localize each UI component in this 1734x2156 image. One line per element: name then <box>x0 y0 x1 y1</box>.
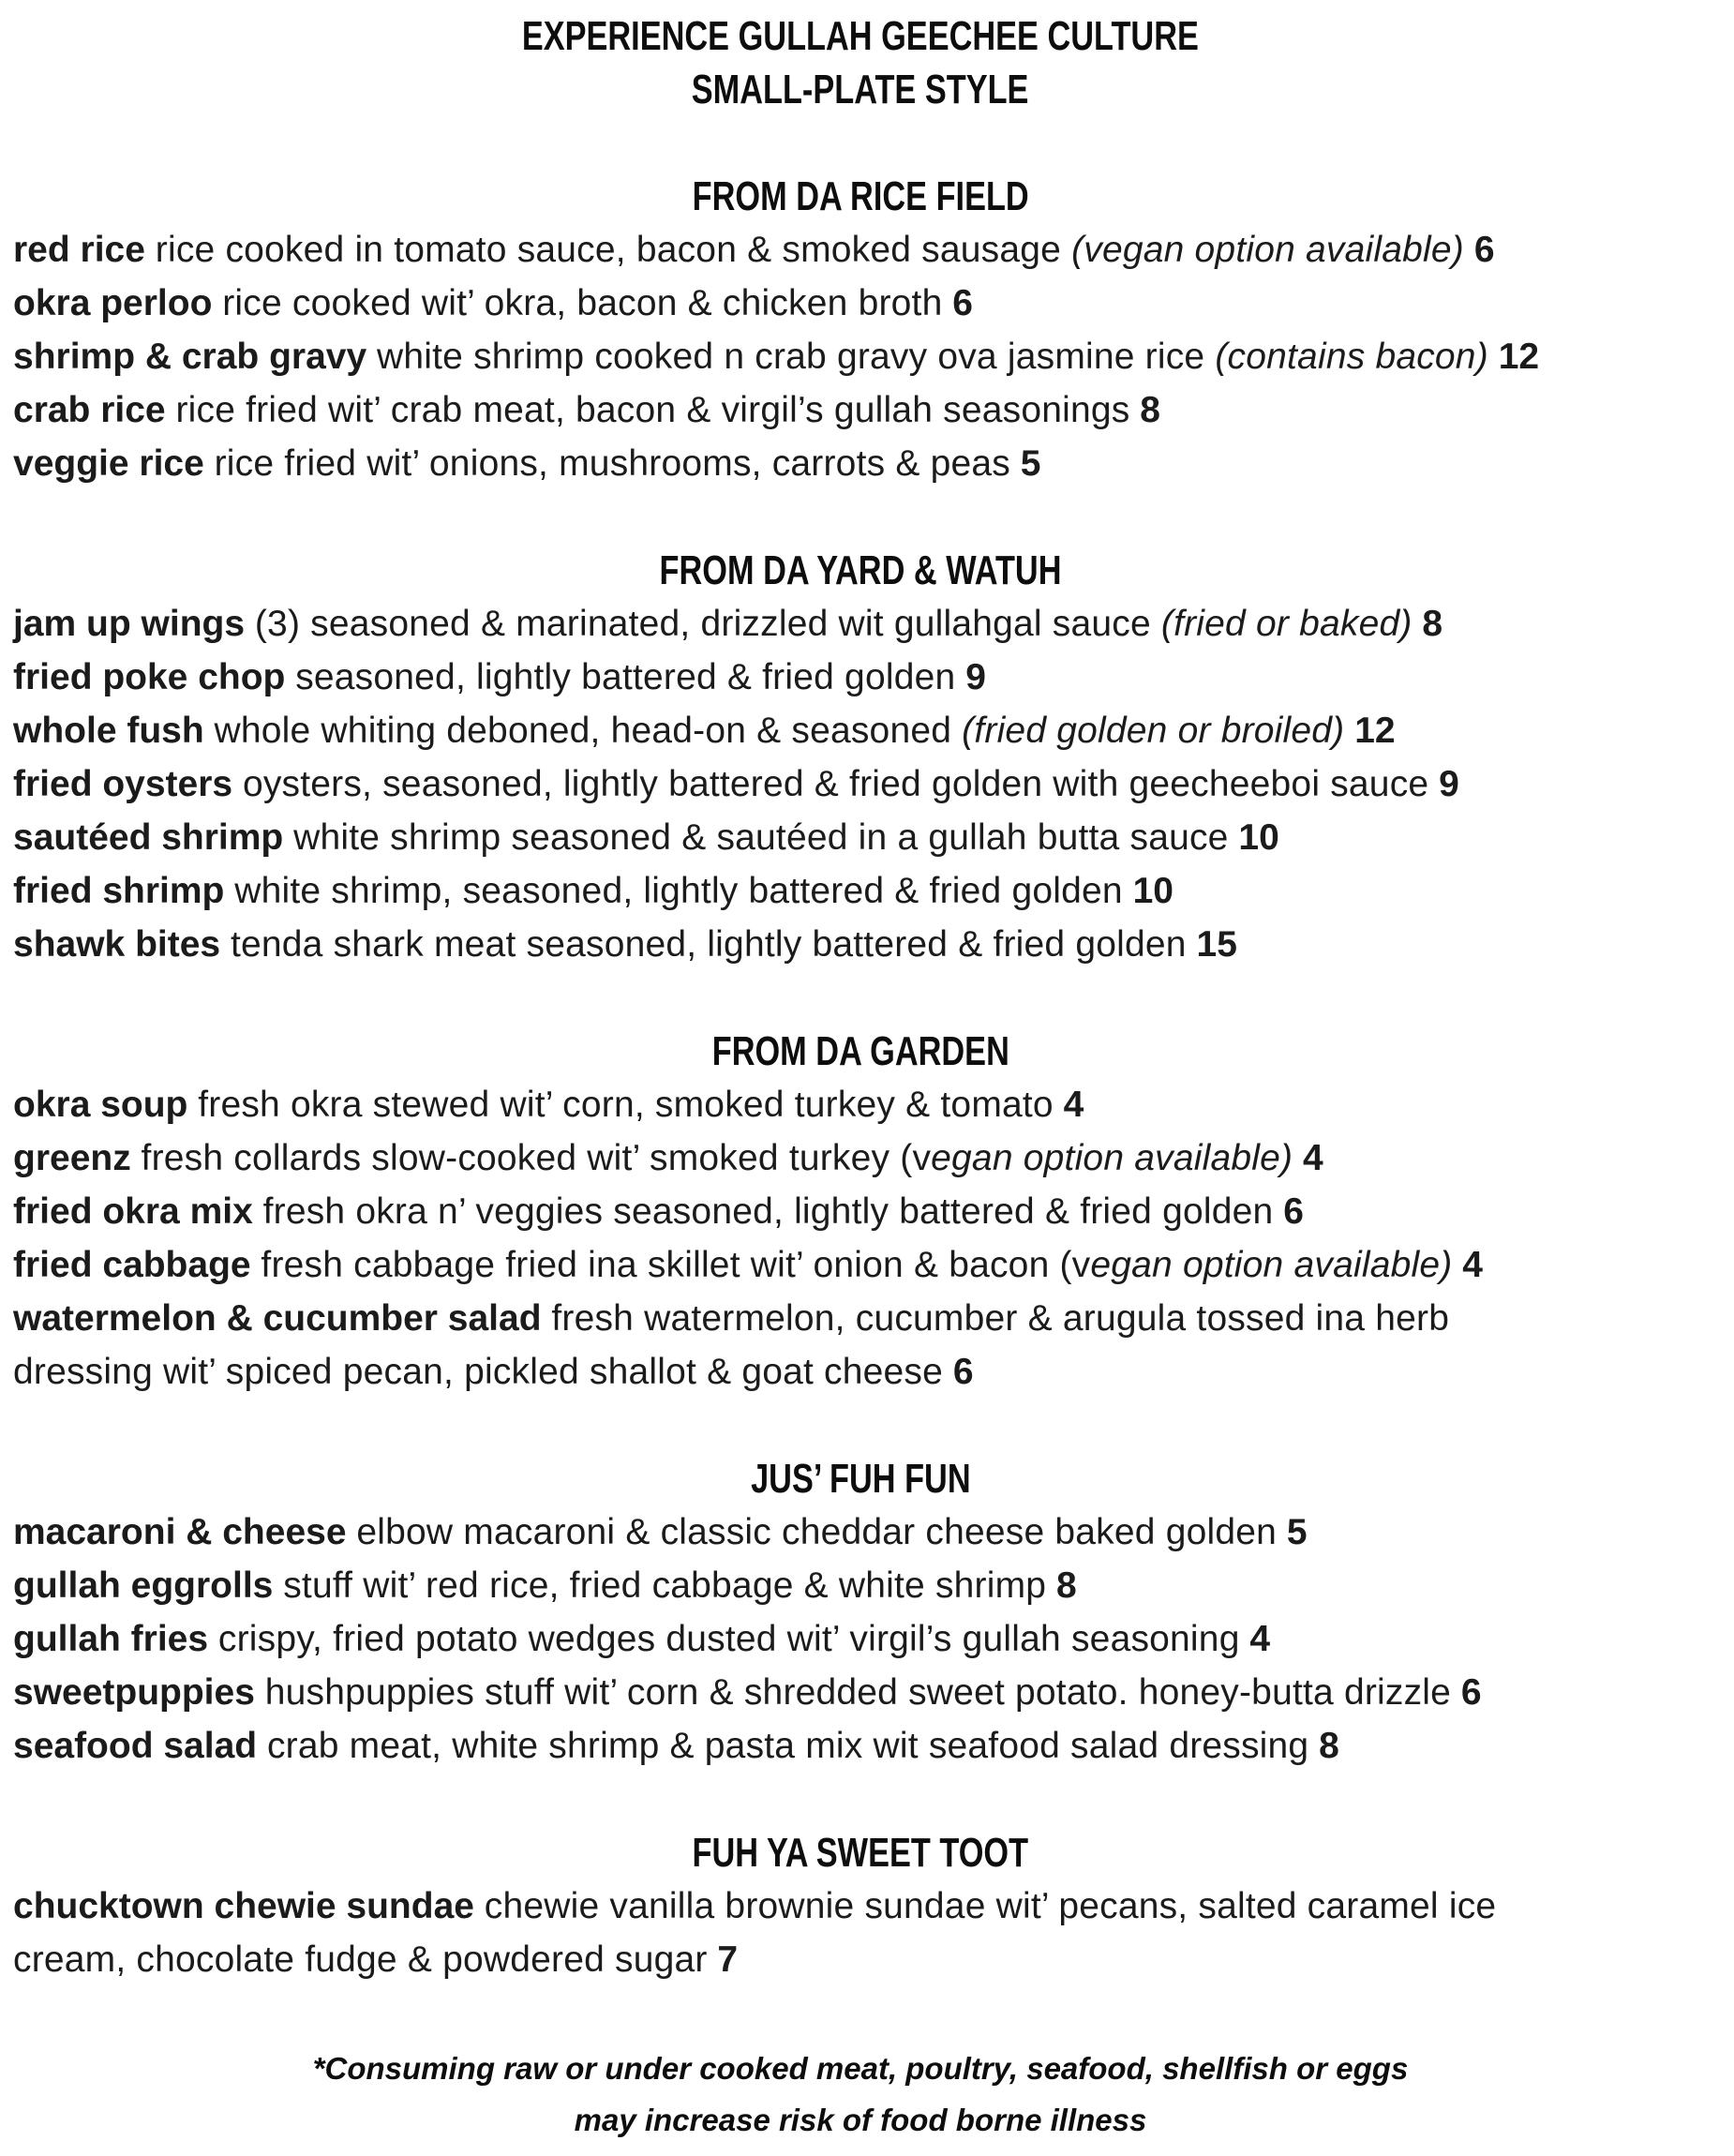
item-description-segment: tenda shark meat seasoned, lightly battered & fried golden <box>230 924 1187 965</box>
disclaimer <box>13 2043 1708 2146</box>
menu-section-jus-fuh-fun <box>13 1452 1708 1773</box>
section-heading-text: FUH YA SWEET TOOT <box>692 1830 1029 1876</box>
item-name: gullah fries <box>13 1619 218 1659</box>
item-price: 4 <box>1452 1245 1483 1285</box>
section-heading-text: FROM DA YARD & WATUH <box>659 547 1062 593</box>
item-name: sautéed shrimp <box>13 817 294 858</box>
menu-item-fried-oysters <box>13 757 1708 811</box>
item-price: 8 <box>1129 390 1160 430</box>
item-name: fried oysters <box>13 764 243 804</box>
item-price: 9 <box>1428 764 1459 804</box>
section-heading <box>13 544 1708 597</box>
item-description-segment: hushpuppies stuff wit’ corn & shredded sweet potato. honey-butta drizzle <box>264 1672 1452 1713</box>
item-price: 8 <box>1046 1565 1077 1606</box>
item-price: 15 <box>1186 924 1237 965</box>
menu-item-crab-rice <box>13 383 1708 437</box>
item-description-segment: whole whiting deboned, head-on & seasoned <box>214 711 963 751</box>
item-price: 4 <box>1293 1138 1323 1178</box>
menu-item-gullah-eggrolls <box>13 1559 1708 1612</box>
item-name: sweetpuppies <box>13 1672 265 1713</box>
item-price: 6 <box>1273 1191 1304 1232</box>
item-name: fried cabbage <box>13 1245 262 1285</box>
section-heading <box>13 1452 1708 1505</box>
menu-item-greenz <box>13 1131 1708 1185</box>
item-description-segment: (fried or baked) <box>1160 604 1413 644</box>
item-description-segment: white shrimp cooked n crab gravy ova jasmine rice <box>376 337 1216 377</box>
section-heading <box>13 1826 1708 1879</box>
item-name: shrimp & crab gravy <box>13 337 377 377</box>
menu-item-seafood-salad <box>13 1719 1708 1773</box>
item-price: 4 <box>1053 1085 1084 1125</box>
menu-section-fuh-ya-sweet-toot <box>13 1826 1708 1986</box>
item-price: 9 <box>955 657 986 697</box>
item-description-segment: (fried golden or broiled) <box>962 711 1345 751</box>
item-description-segment: fresh watermelon, cucumber & arugula tossed ina herb <box>551 1298 1450 1339</box>
menu-item-jam-up-wings <box>13 597 1708 651</box>
item-name: okra perloo <box>13 283 223 323</box>
item-name: watermelon & cucumber salad <box>13 1298 552 1339</box>
item-price: 4 <box>1239 1619 1271 1659</box>
item-description-segment: white shrimp seasoned & sautéed in a gullah butta sauce <box>293 817 1229 858</box>
item-description-segment: white shrimp, seasoned, lightly battered & fried golden <box>234 871 1123 911</box>
menu-item-fried-shrimp <box>13 864 1708 918</box>
item-price: 8 <box>1412 604 1443 644</box>
menu-item-whole-fush <box>13 704 1708 757</box>
item-price: 6 <box>943 1352 974 1392</box>
item-description-segment: seasoned, lightly battered & fried golden <box>295 657 956 697</box>
item-name: seafood salad <box>13 1726 267 1766</box>
menu-item-red-rice <box>13 223 1708 277</box>
section-heading-text: JUS’ FUH FUN <box>750 1456 971 1502</box>
item-price: 6 <box>942 283 973 323</box>
menu-sections <box>13 170 1708 1986</box>
menu-item-macaroni-cheese <box>13 1505 1708 1559</box>
item-description-segment: fresh cabbage fried ina skillet wit’ onion & bacon (v <box>261 1245 1091 1285</box>
section-heading-text: FROM DA RICE FIELD <box>692 173 1029 219</box>
item-price: 8 <box>1308 1726 1339 1766</box>
section-heading-text: FROM DA GARDEN <box>711 1028 1009 1074</box>
item-description-segment: elbow macaroni & classic cheddar cheese baked golden <box>356 1512 1278 1552</box>
item-price: 6 <box>1463 230 1495 270</box>
item-price: 5 <box>1277 1512 1308 1552</box>
item-name: okra soup <box>13 1085 199 1125</box>
item-description-segment: chewie vanilla brownie sundae wit’ pecans, salted caramel ice <box>484 1886 1497 1926</box>
item-description-segment: crispy, fried potato wedges dusted wit’ virgil’s gullah seasoning <box>217 1619 1240 1659</box>
item-price: 7 <box>707 1939 739 1980</box>
menu-title <box>13 9 1708 116</box>
item-price: 5 <box>1009 443 1041 484</box>
item-price: 10 <box>1228 817 1279 858</box>
menu-item-fried-cabbage <box>13 1238 1708 1292</box>
item-description-segment: stuff wit’ red rice, fried cabbage & white shrimp <box>283 1565 1047 1606</box>
menu-item-sweetpuppies <box>13 1666 1708 1719</box>
menu-item-saut-ed-shrimp <box>13 811 1708 864</box>
item-description-segment: egan option available) <box>1090 1245 1453 1285</box>
item-description-segment: cream, chocolate fudge & powdered sugar <box>13 1939 708 1980</box>
item-name: fried shrimp <box>13 871 235 911</box>
item-name: greenz <box>13 1138 142 1178</box>
item-price: 12 <box>1487 337 1540 377</box>
menu-title-line1: EXPERIENCE GULLAH GEECHEE CULTURE <box>521 13 1200 59</box>
item-price: 6 <box>1451 1672 1482 1713</box>
item-name: fried okra mix <box>13 1191 263 1232</box>
item-name: crab rice <box>13 390 176 430</box>
item-price: 12 <box>1344 711 1396 751</box>
disclaimer-line1: *Consuming raw or under cooked meat, poultry, seafood, shellfish or eggs <box>312 2051 1409 2086</box>
item-description-segment: oysters, seasoned, lightly battered & fried golden with geecheeboi sauce <box>242 764 1429 804</box>
menu-section-from-da-garden <box>13 1025 1708 1399</box>
item-description-segment: rice cooked wit’ okra, bacon & chicken broth <box>222 283 943 323</box>
menu-item-shawk-bites <box>13 918 1708 971</box>
menu-section-from-da-yard-watuh <box>13 544 1708 971</box>
menu-title-line2-row <box>13 63 1708 116</box>
item-description-segment: (contains bacon) <box>1215 337 1488 377</box>
item-price: 10 <box>1122 871 1173 911</box>
item-description-segment: (3) seasoned & marinated, drizzled wit gullahgal sauce <box>254 604 1161 644</box>
item-description-segment: dressing wit’ spiced pecan, pickled shallot & goat cheese <box>13 1352 944 1392</box>
item-description-segment: rice fried wit’ onions, mushrooms, carrots & peas <box>214 443 1010 484</box>
menu-item-okra-perloo <box>13 277 1708 330</box>
item-description-segment: fresh okra n’ veggies seasoned, lightly battered & fried golden <box>262 1191 1274 1232</box>
item-name: red rice <box>13 230 156 270</box>
disclaimer-line2: may increase risk of food borne illness <box>574 2103 1147 2137</box>
item-name: macaroni & cheese <box>13 1512 357 1552</box>
item-description-segment: rice fried wit’ crab meat, bacon & virgil’s gullah seasonings <box>175 390 1130 430</box>
item-name: gullah eggrolls <box>13 1565 284 1606</box>
item-name: shawk bites <box>13 924 231 965</box>
item-description-segment: egan option available) <box>931 1138 1293 1178</box>
item-name: chucktown chewie sundae <box>13 1886 485 1926</box>
item-name: jam up wings <box>13 604 255 644</box>
section-heading <box>13 1025 1708 1078</box>
item-name: whole fush <box>13 711 215 751</box>
menu-item-shrimp-crab-gravy <box>13 330 1708 383</box>
menu-item-okra-soup <box>13 1078 1708 1131</box>
menu-item-watermelon-cucumber-salad <box>13 1292 1708 1399</box>
menu-section-from-da-rice-field <box>13 170 1708 490</box>
item-description-segment: fresh okra stewed wit’ corn, smoked turkey & tomato <box>198 1085 1054 1125</box>
item-description-segment: crab meat, white shrimp & pasta mix wit seafood salad dressing <box>266 1726 1309 1766</box>
menu-title-line1-row <box>13 9 1708 63</box>
item-name: veggie rice <box>13 443 215 484</box>
menu-item-fried-poke-chop <box>13 651 1708 704</box>
menu-item-fried-okra-mix <box>13 1185 1708 1238</box>
item-description-segment: rice cooked in tomato sauce, bacon & smoked sausage <box>155 230 1072 270</box>
section-heading <box>13 170 1708 223</box>
menu-item-chucktown-chewie-sundae <box>13 1879 1708 1986</box>
item-name: fried poke chop <box>13 657 296 697</box>
menu-item-veggie-rice <box>13 437 1708 490</box>
menu-title-line2: SMALL-PLATE STYLE <box>692 67 1029 112</box>
item-description-segment: (vegan option available) <box>1071 230 1464 270</box>
item-description-segment: fresh collards slow-cooked wit’ smoked turkey (v <box>141 1138 932 1178</box>
menu-item-gullah-fries <box>13 1612 1708 1666</box>
